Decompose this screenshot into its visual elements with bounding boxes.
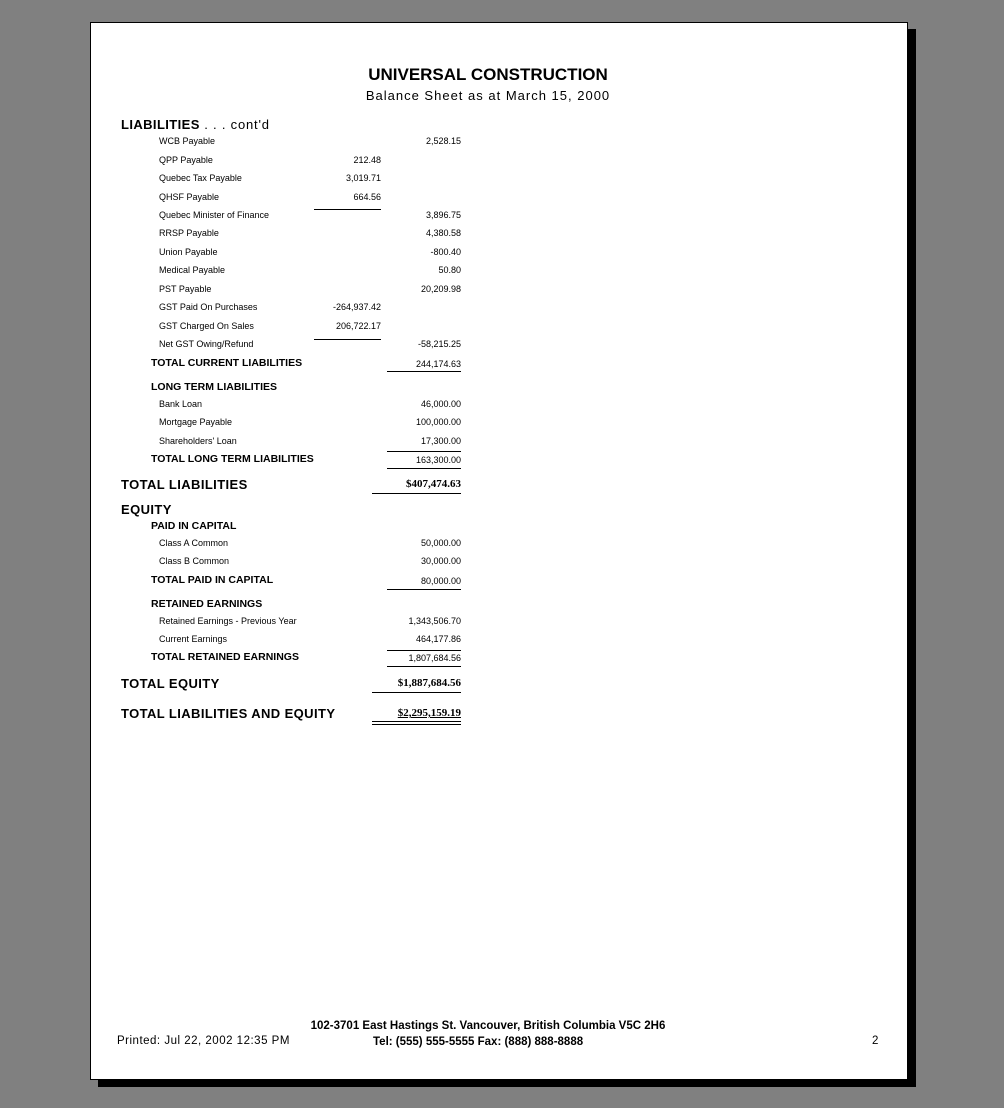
row-value: 17,300.00	[420, 436, 461, 446]
section-heading-liabilities: LIABILITIES . . . cont'd	[121, 117, 270, 132]
subtotal-rule	[387, 451, 461, 452]
total-liabilities-value: $407,474.63	[406, 478, 461, 490]
total-rule	[372, 692, 461, 693]
row-value: 4,380.58	[425, 228, 461, 238]
row-label: Current Earnings	[159, 634, 228, 644]
total-current-liabilities-label: TOTAL CURRENT LIABILITIES	[151, 357, 303, 369]
row-label: QHSF Payable	[159, 192, 220, 202]
row-value: 464,177.86	[415, 634, 461, 644]
row-subvalue: 206,722.17	[335, 321, 381, 331]
row-value: 1,343,506.70	[408, 616, 461, 626]
double-underline	[372, 721, 461, 725]
total-rule	[387, 666, 461, 667]
row-value: 50,000.00	[420, 538, 461, 548]
total-liabilities-label: TOTAL LIABILITIES	[121, 477, 248, 492]
total-rule	[387, 468, 461, 469]
row-value: 3,896.75	[425, 210, 461, 220]
row-value: -800.40	[430, 247, 461, 257]
footer-address: 102-3701 East Hastings St. Vancouver, British Columbia V5C 2H6	[310, 1020, 666, 1032]
total-long-term-liabilities-value: 163,300.00	[415, 455, 461, 465]
row-label: Net GST Owing/Refund	[159, 339, 254, 349]
row-subvalue: 212.48	[353, 155, 381, 165]
row-label: Quebec Minister of Finance	[159, 210, 270, 220]
row-label: Quebec Tax Payable	[159, 173, 242, 183]
total-current-liabilities-value: 244,174.63	[415, 359, 461, 369]
row-label: RRSP Payable	[159, 228, 219, 238]
subsection-heading: PAID IN CAPITAL	[151, 520, 237, 532]
row-label: Class A Common	[159, 538, 229, 548]
total-paid-in-capital-value: 80,000.00	[420, 576, 461, 586]
row-label: WCB Payable	[159, 136, 216, 146]
total-rule	[372, 493, 461, 494]
total-equity-label: TOTAL EQUITY	[121, 676, 220, 691]
row-label: Mortgage Payable	[159, 417, 233, 427]
row-value: -58,215.25	[417, 339, 461, 349]
footer-phone-fax: Tel: (555) 555-5555 Fax: (888) 888-8888	[373, 1036, 584, 1048]
subtotal-rule	[314, 209, 381, 210]
total-liabilities-equity-value: $2,295,159.19	[397, 707, 461, 719]
total-retained-earnings-value: 1,807,684.56	[408, 653, 461, 663]
total-rule	[387, 589, 461, 590]
report-subtitle: Balance Sheet as at March 15, 2000	[365, 88, 611, 103]
subsection-heading: RETAINED EARNINGS	[151, 598, 263, 610]
total-equity-value: $1,887,684.56	[397, 677, 461, 689]
page-number: 2	[872, 1035, 879, 1047]
row-label: QPP Payable	[159, 155, 213, 165]
row-label: Union Payable	[159, 247, 218, 257]
row-value: 20,209.98	[420, 284, 461, 294]
row-label: Shareholders' Loan	[159, 436, 237, 446]
row-value: 46,000.00	[420, 399, 461, 409]
row-subvalue: -264,937.42	[332, 302, 381, 312]
subsection-heading: LONG TERM LIABILITIES	[151, 381, 277, 393]
report-page	[90, 22, 908, 1080]
total-rule	[387, 371, 461, 372]
row-subvalue: 3,019.71	[345, 173, 381, 183]
row-value: 100,000.00	[415, 417, 461, 427]
company-title: UNIVERSAL CONSTRUCTION	[368, 65, 608, 84]
section-heading-equity: EQUITY	[121, 502, 172, 517]
total-long-term-liabilities-label: TOTAL LONG TERM LIABILITIES	[151, 453, 314, 465]
row-label: GST Charged On Sales	[159, 321, 254, 331]
footer-printed-timestamp: Printed: Jul 22, 2002 12:35 PM	[117, 1035, 290, 1047]
total-retained-earnings-label: TOTAL RETAINED EARNINGS	[151, 651, 299, 663]
row-label: PST Payable	[159, 284, 212, 294]
row-value: 30,000.00	[420, 556, 461, 566]
row-label: Medical Payable	[159, 265, 226, 275]
row-value: 2,528.15	[425, 136, 461, 146]
total-liabilities-equity-label: TOTAL LIABILITIES AND EQUITY	[121, 706, 336, 721]
row-label: Class B Common	[159, 556, 230, 566]
subtotal-rule	[387, 650, 461, 651]
subtotal-rule	[314, 339, 381, 340]
row-label: GST Paid On Purchases	[159, 302, 258, 312]
row-label: Retained Earnings - Previous Year	[159, 616, 297, 626]
total-paid-in-capital-label: TOTAL PAID IN CAPITAL	[151, 574, 274, 586]
row-label: Bank Loan	[159, 399, 203, 409]
row-subvalue: 664.56	[353, 192, 381, 202]
row-value: 50.80	[438, 265, 461, 275]
